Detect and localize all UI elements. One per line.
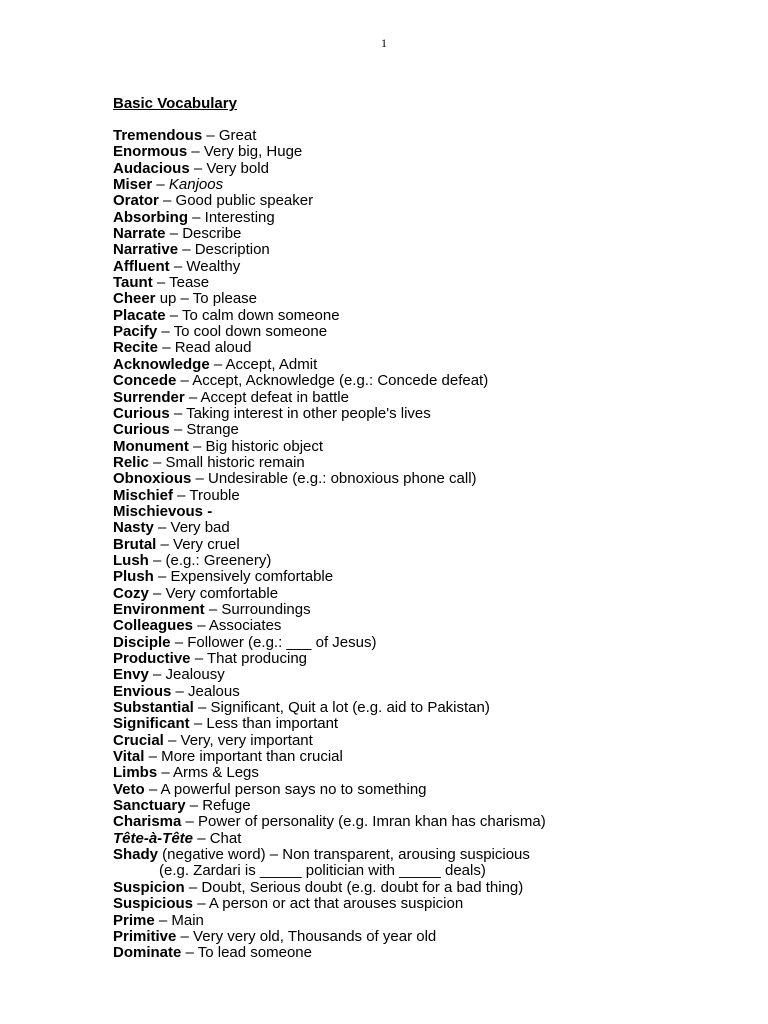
entry-term: Curious [113,421,170,439]
entry-definition: (negative word) – Non transparent, arousing suspicious [158,846,530,864]
vocabulary-entry [113,667,753,683]
entry-definition: – Arms & Legs [157,764,259,782]
entry-definition: – Tease [152,274,210,292]
entry-term: Nasty [113,519,154,537]
entry-definition: – Wealthy [169,257,241,275]
entry-term: Primitive [113,927,177,945]
vocabulary-entry [113,553,753,569]
vocabulary-entry [113,144,753,160]
entry-term: Limbs [113,764,158,782]
vocabulary-entry [113,733,753,749]
vocabulary-entry [113,455,753,471]
vocabulary-entry [113,913,753,929]
vocabulary-entry [113,847,753,863]
entry-term: Colleagues [113,617,194,635]
entry-definition: – Trouble [173,486,240,504]
vocabulary-list [113,128,753,962]
vocabulary-entry [113,716,753,732]
entry-term: Tête-à-Tête [113,829,194,847]
vocabulary-entry [113,537,753,553]
vocabulary-entry [113,226,753,242]
vocabulary-entry [113,651,753,667]
entry-term: Cheer [113,290,156,308]
vocabulary-entry [113,929,753,945]
entry-definition: – Doubt, Serious doubt (e.g. doubt for a bad thing) [184,878,524,896]
entry-term: Narrative [113,241,179,259]
vocabulary-entry [113,814,753,830]
entry-term: Dominate [113,944,182,962]
entry-definition: – A powerful person says no to something [144,780,427,798]
entry-term: Disciple [113,633,171,651]
entry-definition: – Very bold [189,159,269,177]
entry-separator: – [152,176,169,194]
entry-definition: – Describe [165,225,242,243]
entry-term: Placate [113,306,166,324]
entry-definition: – Chat [193,829,242,847]
entry-definition: – That producing [190,650,308,667]
entry-term: Mischievous - [113,502,213,520]
vocabulary-entry [113,161,753,177]
entry-definition: – Jealous [171,682,240,700]
entry-term: Substantial [113,699,194,717]
entry-definition: – Follower (e.g.: ___ of Jesus) [170,633,377,651]
entry-term: Sanctuary [113,797,186,815]
vocabulary-entry [113,684,753,700]
entry-definition: – Surroundings [204,600,311,618]
entry-term: Orator [113,192,159,210]
entry-definition: – Read aloud [158,339,252,357]
entry-term: Veto [113,780,145,798]
vocabulary-entry [113,504,753,520]
entry-term: Narrate [113,225,166,243]
vocabulary-entry [113,439,753,455]
vocabulary-entry [113,275,753,291]
entry-term: Significant [113,715,190,733]
entry-term: Brutal [113,535,157,553]
vocabulary-entry [113,357,753,373]
entry-term: Mischief [113,486,174,504]
entry-definition: – A person or act that arouses suspicion [193,895,464,913]
entry-definition: – (e.g.: Greenery) [148,551,272,569]
vocabulary-entry [113,945,753,961]
entry-term: Recite [113,339,159,357]
vocabulary-entry [113,488,753,504]
vocabulary-entry [113,635,753,651]
entry-term: Monument [113,437,189,455]
page-number: 1 [381,36,387,50]
vocabulary-entry [113,406,753,422]
vocabulary-entry [113,700,753,716]
entry-term: Acknowledge [113,355,210,373]
vocabulary-entry [113,390,753,406]
entry-term: Plush [113,568,154,586]
entry-definition: – Good public speaker [158,192,314,210]
entry-definition: – More important than crucial [144,748,343,766]
entry-definition: – Big historic object [188,437,324,455]
entry-definition: – Strange [169,421,239,439]
vocabulary-entry [113,128,753,144]
entry-term: Miser [113,176,153,194]
entry-term: Affluent [113,257,170,275]
entry-definition: – Undesirable (e.g.: obnoxious phone call) [191,470,477,488]
entry-term: Cozy [113,584,149,602]
entry-definition: – Very cruel [156,535,240,553]
entry-term: Productive [113,650,191,667]
entry-definition: – Very very old, Thousands of year old [176,927,437,945]
entry-term: Concede [113,372,177,390]
entry-term: Charisma [113,813,182,831]
entry-term: Pacify [113,323,158,341]
vocabulary-entry [113,373,753,389]
entry-definition: – Small historic remain [148,453,305,471]
vocabulary-entry [113,340,753,356]
entry-definition: – To cool down someone [157,323,328,341]
entry-definition: – Accept defeat in battle [184,388,349,406]
entry-term: Taunt [113,274,153,292]
entry-definition: – Interesting [188,208,275,226]
vocabulary-entry [113,210,753,226]
entry-definition: – To lead someone [181,944,312,962]
entry-term: Envy [113,666,149,684]
vocabulary-entry [113,193,753,209]
entry-definition: up – To please [155,290,258,308]
vocabulary-entry [113,422,753,438]
vocabulary-entry [113,259,753,275]
entry-term: Obnoxious [113,470,192,488]
entry-definition: – Accept, Acknowledge (e.g.: Concede defeat) [176,372,489,390]
entry-definition: – Associates [193,617,282,635]
vocabulary-entry [113,569,753,585]
vocabulary-entry [113,291,753,307]
entry-term: Envious [113,682,172,700]
entry-definition: – Expensively comfortable [153,568,334,586]
vocabulary-entry [113,324,753,340]
vocabulary-entry [113,520,753,536]
vocabulary-entry [113,782,753,798]
vocabulary-entry [113,896,753,912]
entry-term: Vital [113,748,145,766]
entry-term: Suspicious [113,895,194,913]
entry-term: Tremendous [113,127,203,144]
vocabulary-entry [113,308,753,324]
vocabulary-entry [113,471,753,487]
vocabulary-entry-continuation [113,863,753,879]
entry-definition: – Very, very important [163,731,313,749]
vocabulary-entry [113,765,753,781]
vocabulary-entry [113,798,753,814]
entry-definition: – Power of personality (e.g. Imran khan has charisma) [181,813,546,831]
vocabulary-entry [113,602,753,618]
entry-definition: – Refuge [185,797,251,815]
vocabulary-entry [113,618,753,634]
entry-definition: – Description [178,241,270,259]
vocabulary-entry [113,242,753,258]
entry-term: Surrender [113,388,185,406]
entry-definition: – Significant, Quit a lot (e.g. aid to Pakistan) [193,699,490,717]
entry-definition: – Very big, Huge [187,143,303,161]
entry-definition: – Very bad [153,519,230,537]
entry-definition: (e.g. Zardari is _____ politician with _____ deals) [159,862,486,880]
entry-definition: – To calm down someone [165,306,340,324]
vocabulary-entry [113,831,753,847]
vocabulary-entry [113,880,753,896]
entry-term: Prime [113,911,155,929]
entry-definition: Kanjoos [168,176,224,194]
vocabulary-entry [113,749,753,765]
entry-term: Relic [113,453,149,471]
entry-definition: – Great [202,127,257,144]
vocabulary-entry [113,177,753,193]
entry-term: Curious [113,404,170,422]
entry-definition: – Jealousy [148,666,225,684]
entry-term: Crucial [113,731,164,749]
vocabulary-entry [113,586,753,602]
entry-definition: – Less than important [189,715,339,733]
entry-term: Audacious [113,159,190,177]
entry-definition: – Accept, Admit [209,355,318,373]
entry-term: Shady [113,846,159,864]
entry-term: Enormous [113,143,188,161]
entry-term: Environment [113,600,205,618]
entry-definition: – Taking interest in other people's lives [169,404,431,422]
document-title: Basic Vocabulary [113,95,237,112]
entry-definition: – Very comfortable [148,584,279,602]
entry-term: Suspicion [113,878,185,896]
entry-term: Lush [113,551,149,569]
entry-term: Absorbing [113,208,188,226]
entry-definition: – Main [154,911,204,929]
